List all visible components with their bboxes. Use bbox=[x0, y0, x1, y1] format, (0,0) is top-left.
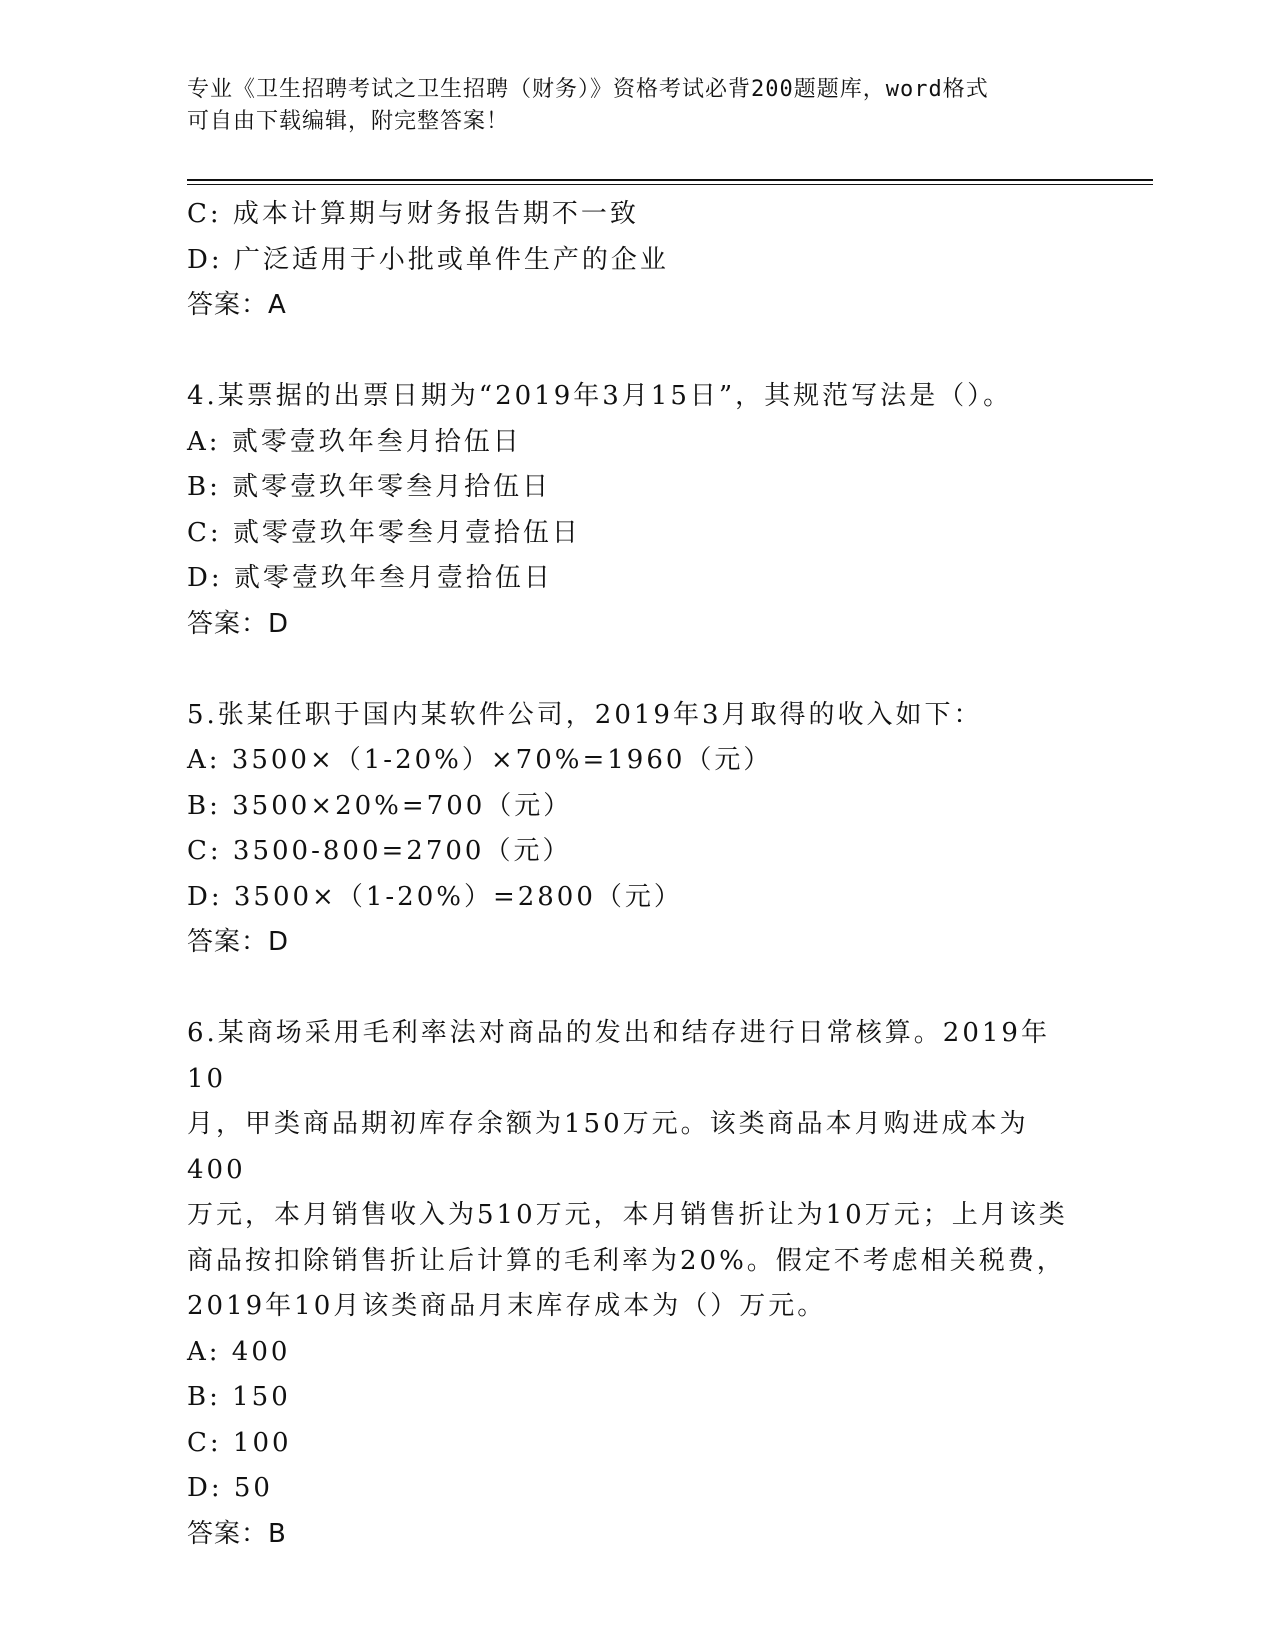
option-c: C: 3500-800=2700（元） bbox=[187, 836, 572, 866]
option-b: B: 3500×20%=700（元） bbox=[187, 790, 573, 821]
option-c: C: 成本计算期与财务报告期不一致 bbox=[187, 199, 639, 229]
header-divider-thick bbox=[187, 179, 1153, 181]
question-4 bbox=[187, 374, 1087, 647]
question-stem: 4.某票据的出票日期为“2019年3月15日”，其规范写法是（）。 bbox=[187, 381, 1013, 411]
option-d: D: 广泛适用于小批或单件生产的企业 bbox=[187, 244, 669, 275]
option-d: D: 贰零壹玖年叁月壹拾伍日 bbox=[187, 563, 553, 593]
answer-line: 答案：A bbox=[187, 290, 287, 320]
question-stem-line: 商品按扣除销售折让后计算的毛利率为20%。假定不考虑相关税费， bbox=[187, 1245, 1066, 1276]
header-title-line-2: 可自由下载编辑，附完整答案！ bbox=[187, 109, 510, 134]
question-stem: 5.张某任职于国内某软件公司，2019年3月取得的收入如下： bbox=[187, 699, 983, 730]
header-divider-thin bbox=[187, 184, 1153, 185]
option-d: D: 3500×（1-20%）=2800（元） bbox=[187, 881, 683, 912]
question-list bbox=[187, 192, 1087, 1557]
option-a: A: 3500×（1-20%）×70%=1960（元） bbox=[187, 745, 773, 775]
option-b: B: 贰零壹玖年零叁月拾伍日 bbox=[187, 472, 552, 502]
spacer bbox=[187, 647, 1087, 693]
question-6 bbox=[187, 1011, 1087, 1557]
answer-line: 答案：B bbox=[187, 1518, 287, 1549]
answer-line: 答案：D bbox=[187, 927, 290, 957]
option-d: D: 50 bbox=[187, 1473, 273, 1503]
question-stem-line: 万元，本月销售收入为510万元，本月销售折让为10万元；上月该类 bbox=[187, 1200, 1068, 1230]
option-a: A: 400 bbox=[187, 1336, 291, 1367]
question-stem-line: 月，甲类商品期初库存余额为150万元。该类商品本月购进成本为400 bbox=[187, 1109, 1029, 1185]
option-c: C: 100 bbox=[187, 1427, 292, 1458]
answer-line: 答案：D bbox=[187, 608, 290, 639]
option-c: C: 贰零壹玖年零叁月壹拾伍日 bbox=[187, 517, 581, 548]
header-title-line-1: 专业《卫生招聘考试之卫生招聘（财务）》资格考试必背200题题库，word格式 bbox=[187, 77, 989, 102]
option-b: B: 150 bbox=[187, 1382, 291, 1412]
document-header bbox=[187, 74, 1087, 138]
spacer bbox=[187, 966, 1087, 1012]
question-5 bbox=[187, 693, 1087, 966]
question-3-tail bbox=[187, 192, 1087, 329]
question-stem-line: 2019年10月该类商品月末库存成本为（）万元。 bbox=[187, 1291, 827, 1321]
spacer bbox=[187, 329, 1087, 375]
option-a: A: 贰零壹玖年叁月拾伍日 bbox=[187, 426, 522, 457]
question-stem-line: 6.某商场采用毛利率法对商品的发出和结存进行日常核算。2019年10 bbox=[187, 1018, 1050, 1094]
